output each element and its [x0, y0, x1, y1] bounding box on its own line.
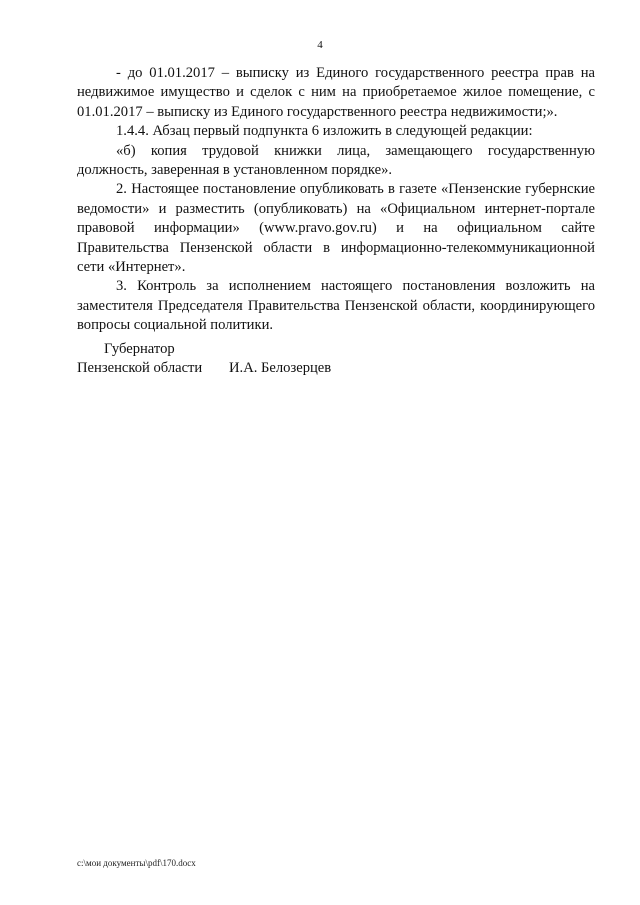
paragraph-extract-requirement: - до 01.01.2017 – выписку из Единого государственного реестра прав на недвижимое имущество и сделок с ним на приобретаемое жилое помещение, с 01.01.2017 – выписку из Единого государственного реестра недвижимости;». — [77, 65, 595, 120]
signatory-title: Губернатор — [104, 341, 175, 357]
paragraph-publication: 2. Настоящее постановление опубликовать в газете «Пензенские губернские ведомости» и разместить (опубликовать) на «Официальном интернет-портале правовой информации» (www.pravo.gov.ru) и на официальном сайте Правительства Пензенской области в информационно-телекоммуникационной сети «Интернет». — [77, 181, 595, 276]
page-number: 4 — [317, 39, 323, 51]
signatory-name: И.А. Белозерцев — [229, 360, 332, 377]
signature-block — [77, 340, 331, 379]
paragraph-employment-record: «б) копия трудовой книжки лица, замещающего государственную должность, заверенная в установленном порядке». — [77, 142, 595, 179]
paragraph-1-4-4: 1.4.4. Абзац первый подпункта 6 изложить в следующей редакции: — [116, 123, 533, 140]
signature-line — [77, 359, 331, 378]
paragraph-control: 3. Контроль за исполнением настоящего постановления возложить на заместителя Председателя Правительства Пензенской области, координирующего вопросы социальной политики. — [77, 278, 595, 334]
signatory-region: Пензенской области — [77, 360, 203, 377]
document-body — [77, 64, 595, 336]
footer-file-path: c:\мои документы\pdf\170.docx — [77, 858, 196, 868]
